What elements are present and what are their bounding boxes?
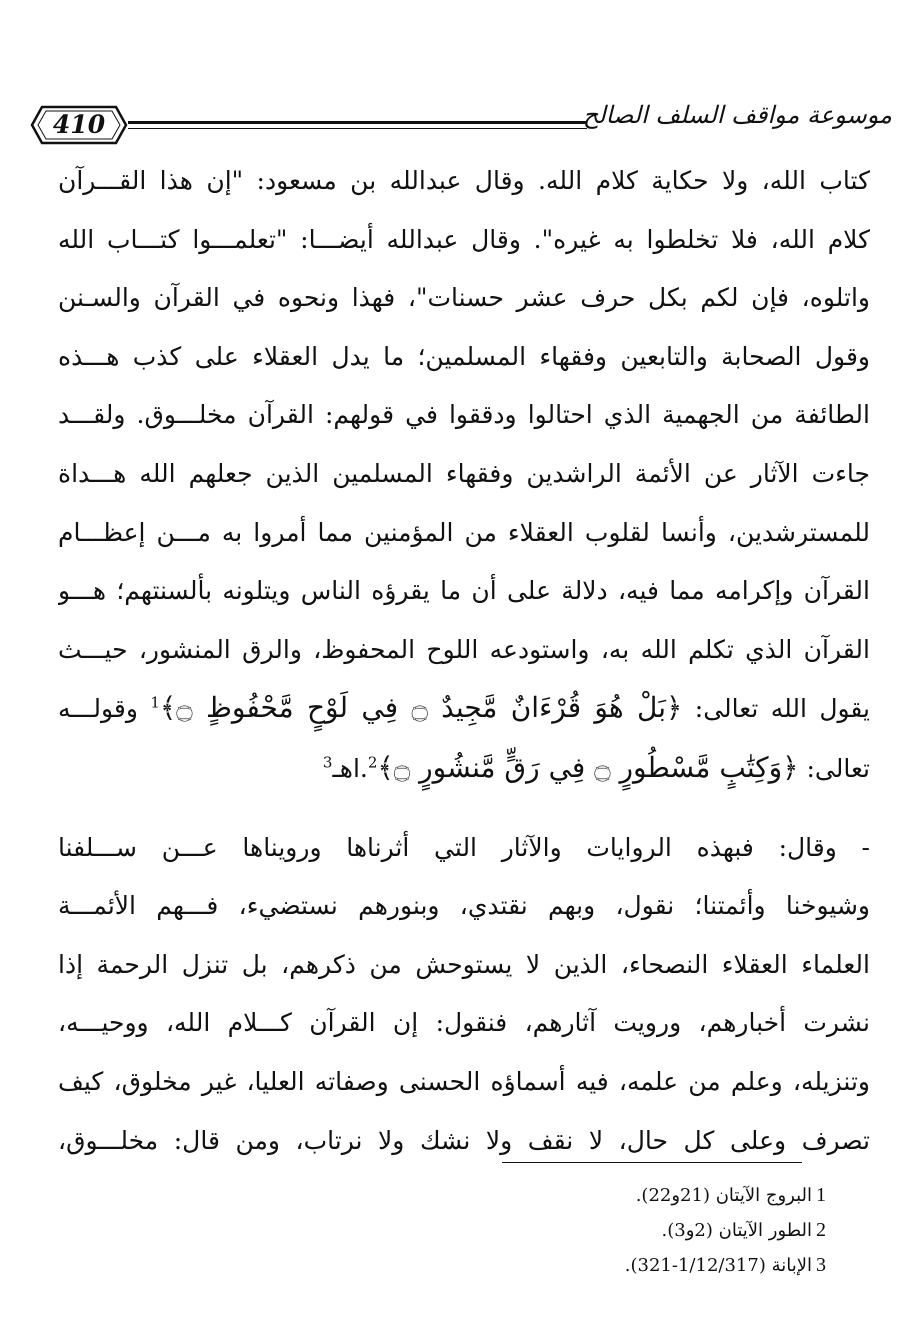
text-line: الطائفة من الجهمية الذي احتالوا ودققوا في قولهم: القرآن مخلـــوق. ولقـــد <box>58 400 870 430</box>
footnotes <box>126 1178 826 1283</box>
text-line: القرآن وإكرامه مما فيه، دلالة على أن ما يقرؤه الناس ويتلونه بألسنتهم؛ هـــو <box>58 576 870 606</box>
quote-intro: يقول الله تعالى: <box>682 694 870 724</box>
footnote-item <box>126 1248 826 1283</box>
footnote-number: 3 <box>816 1254 826 1276</box>
footnote-number: 2 <box>816 1219 826 1241</box>
footnote-separator <box>502 1162 802 1163</box>
footnote-ref: 2 <box>367 753 378 772</box>
page-number-badge <box>30 103 128 147</box>
text-line: العلماء العقلاء النصحاء، الذين لا يستوحش من ذكرهم، بل تنزل الرحمة إذا <box>58 949 870 979</box>
quran-quote-line <box>58 679 870 739</box>
text-line: وقول الصحابة والتابعين وفقهاء المسلمين؛ ما يدل العقلاء على كذب هـــذه <box>58 341 870 371</box>
text-line: القرآن الذي تكلم الله به، واستودعه اللوح المحفوظ، والرق المنشور، حيـــث <box>58 634 870 664</box>
text-line: واتلوه، فإن لكم بكل حرف عشر حسنات"، فهذا ونحوه في القرآن والسـنن <box>58 283 870 313</box>
text-line: كتاب الله، ولا حكاية كلام الله. وقال عبدالله بن مسعود: "إن هذا القـــرآن <box>58 166 870 195</box>
quote-tail: وقولـــه <box>58 694 151 724</box>
footnote-item <box>126 1178 826 1213</box>
footnote-text: الإبانة (1/12/317-321). <box>624 1255 812 1276</box>
paragraph-gap <box>58 799 870 819</box>
text-line: نشرت أخبارهم، ورويت آثارهم، فنقول: إن القرآن كـــلام الله، ووحيـــه، <box>58 1008 870 1038</box>
quran-quote-line <box>58 739 870 799</box>
quote-tail: .اهـ <box>332 753 368 783</box>
text-line: وتنزيله، وعلم من علمه، فيه أسماؤه الحسنى وصفاته العليا، غير مخلوق، كيف <box>58 1066 870 1096</box>
footnote-text: الطور الآيتان (2و3). <box>661 1220 812 1241</box>
main-text <box>58 152 870 1170</box>
footnote-number: 1 <box>816 1184 826 1206</box>
footnote-ref: 3 <box>322 753 333 772</box>
footnote-item <box>126 1213 826 1248</box>
page-header <box>30 95 892 157</box>
text-line: تصرف وعلى كل حال، لا نقف ولا نشك ولا نرتاب، ومن قال: مخلـــوق، <box>58 1125 870 1155</box>
text-line: للمسترشدين، وأنسا لقلوب العقلاء من المؤمنين مما أمروا به مـــن إعظـــام <box>58 517 870 547</box>
text-line: جاءت الآثار عن الأئمة الراشدين وفقهاء المسلمين الذين جعلهم الله هـــداة <box>58 458 870 488</box>
header-rule <box>128 121 587 129</box>
quran-verse: ﴿وَكِتَٰبٍ مَّسْطُورٍ ۝ فِي رَقٍّ مَّنشُورٍ ۝﴾ <box>377 750 799 784</box>
text-line: - وقال: فبهذه الروايات والآثار التي أثرناها ورويناها عـــن ســـلفنا <box>58 832 870 862</box>
quran-verse: ﴿بَلْ هُوَ قُرْءَانٌ مَّجِيدٌ ۝ فِي لَوْحٍ مَّحْفُوظٍ ۝﴾ <box>159 691 683 725</box>
series-title: موسوعة مواقف السلف الصالح <box>582 101 892 129</box>
page-number: 410 <box>52 110 106 139</box>
footnote-ref: 1 <box>150 694 160 713</box>
text-line: وشيوخنا وأئمتنا؛ نقول، وبهم نقتدي، وبنورهم نستضيء، فـــهم الأئمـــة <box>58 891 870 921</box>
text-line: كلام الله، فلا تخلطوا به غيره". وقال عبدالله أيضـــا: "تعلمـــوا كتـــاب الله <box>58 224 870 254</box>
footnote-text: البروج الآيتان (21و22). <box>635 1185 812 1206</box>
quote-intro: تعالى: <box>798 753 870 783</box>
